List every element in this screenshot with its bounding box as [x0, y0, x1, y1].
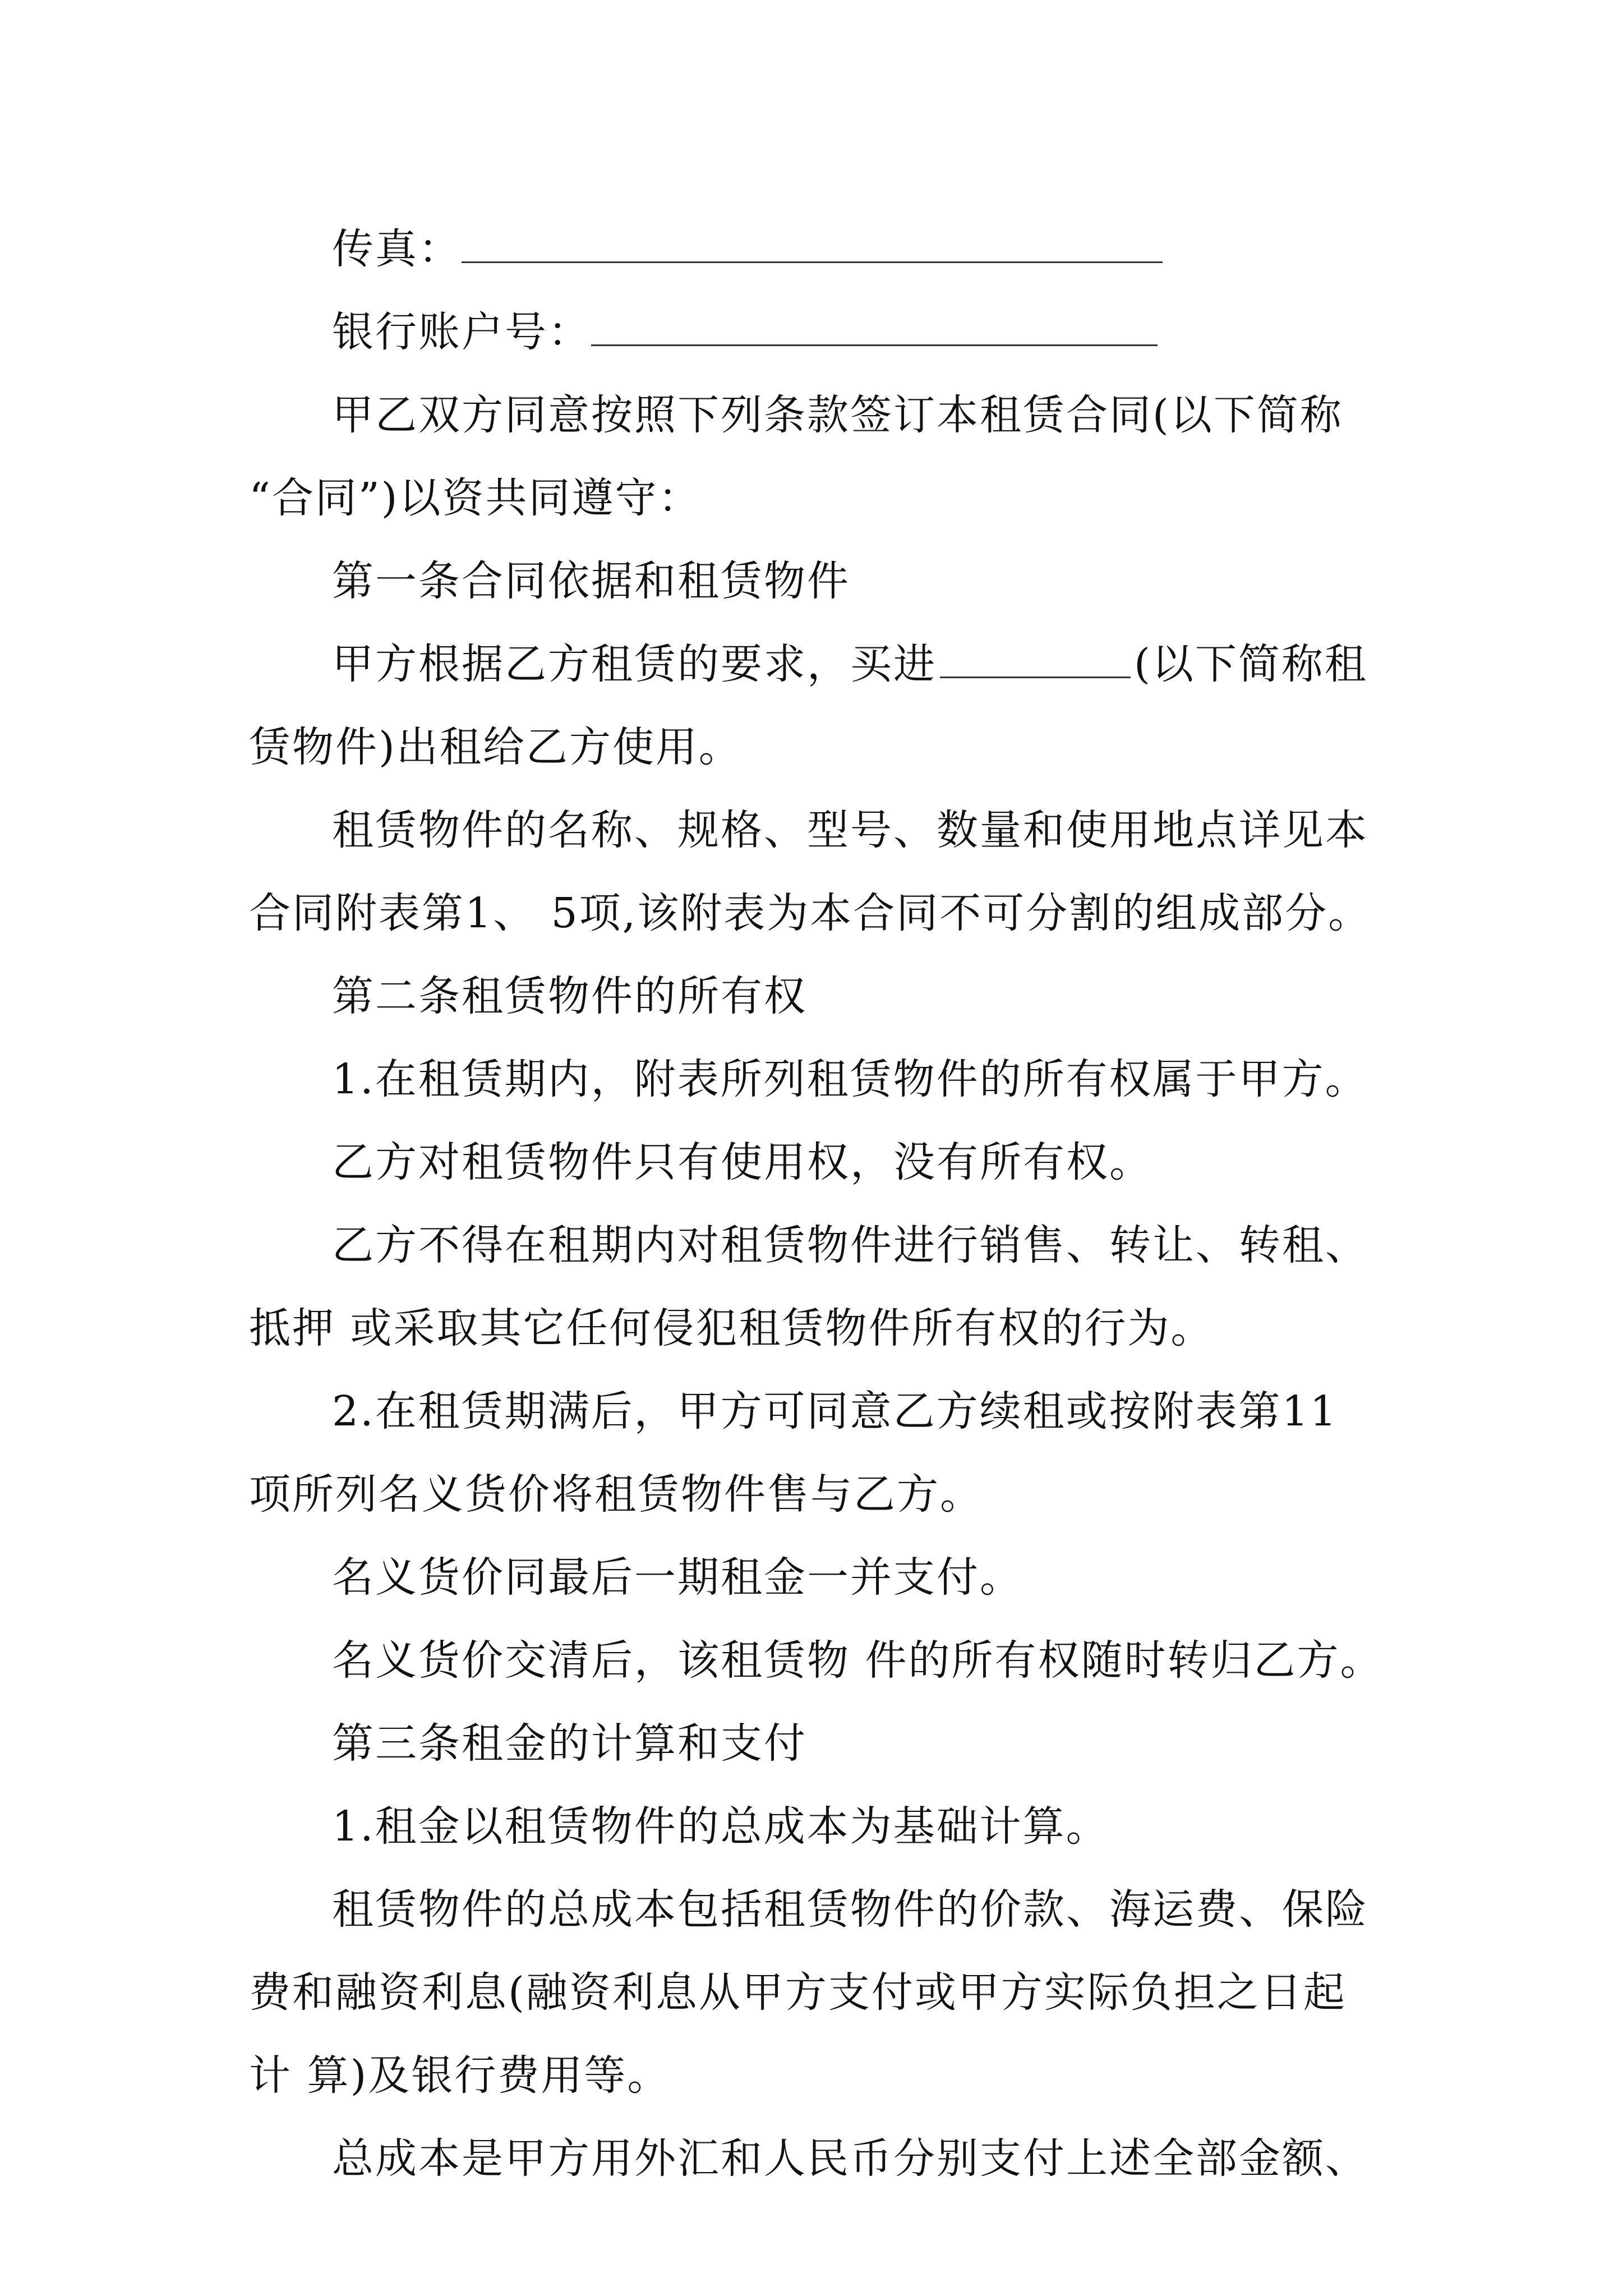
article1-p1-after: (以下简称租	[1134, 640, 1368, 688]
article1-paragraph2-line2: 合同附表第1、 5项,该附表为本合同不可分割的组成部分。	[249, 889, 1372, 937]
bank-account-blank	[591, 305, 1158, 346]
article2-paragraph5: 名义货价同最后一期租金一并支付。	[332, 1553, 1023, 1602]
article3-paragraph1: 1.租金以租赁物件的总成本为基础计算。	[332, 1802, 1109, 1851]
article2-paragraph3-line1: 乙方不得在租期内对租赁物件进行销售、转让、转租、	[332, 1221, 1368, 1269]
contract-body	[249, 208, 1393, 2200]
article2-paragraph1: 1.在租赁期内，附表所列租赁物件的所有权属于甲方。	[332, 1055, 1368, 1103]
article2-paragraph3-line2: 抵押 或采取其它任何侵犯租赁物件所有权的行为。	[249, 1304, 1214, 1352]
article2-paragraph2: 乙方对租赁物件只有使用权，没有所有权。	[332, 1138, 1152, 1186]
article1-paragraph1-line1	[249, 623, 1393, 706]
article2-title: 第二条租赁物件的所有权	[332, 972, 807, 1020]
article3-paragraph2-line1: 租赁物件的总成本包括租赁物件的价款、海运费、保险	[332, 1885, 1368, 1934]
article2-paragraph4-line2: 项所列名义货价将租赁物件售与乙方。	[249, 1470, 983, 1519]
article2-paragraph4-line1: 2.在租赁期满后，甲方可同意乙方续租或按附表第11	[332, 1387, 1338, 1435]
intro-line-2: “合同”)以资共同遵守：	[249, 474, 702, 522]
article2-paragraph6: 名义货价交清后，该租赁物 件的所有权随时转归乙方。	[332, 1636, 1384, 1685]
fax-blank	[462, 222, 1163, 263]
article3-paragraph2-line2: 费和融资利息(融资利息从甲方支付或甲方实际负担之日起	[249, 1968, 1347, 2017]
bank-account-line	[249, 291, 1393, 374]
article3-paragraph2-line3: 计 算)及银行费用等。	[249, 2051, 671, 2100]
article1-title: 第一条合同依据和租赁物件	[332, 557, 850, 605]
article1-paragraph2-line1: 租赁物件的名称、规格、型号、数量和使用地点详见本	[332, 806, 1368, 854]
purchase-item-blank	[940, 637, 1131, 678]
bank-account-label: 银行账户号：	[332, 308, 591, 356]
fax-line	[249, 208, 1393, 291]
article1-paragraph1-line2: 赁物件)出租给乙方使用。	[249, 723, 742, 771]
article3-title: 第三条租金的计算和支付	[332, 1719, 807, 1768]
fax-label: 传真：	[332, 225, 462, 273]
intro-line-1: 甲乙双方同意按照下列条款签订本租赁合同(以下简称	[332, 391, 1343, 439]
article3-paragraph3: 总成本是甲方用外汇和人民币分别支付上述全部金额、	[332, 2134, 1368, 2183]
article1-p1-before: 甲方根据乙方租赁的要求，买进	[332, 640, 937, 688]
